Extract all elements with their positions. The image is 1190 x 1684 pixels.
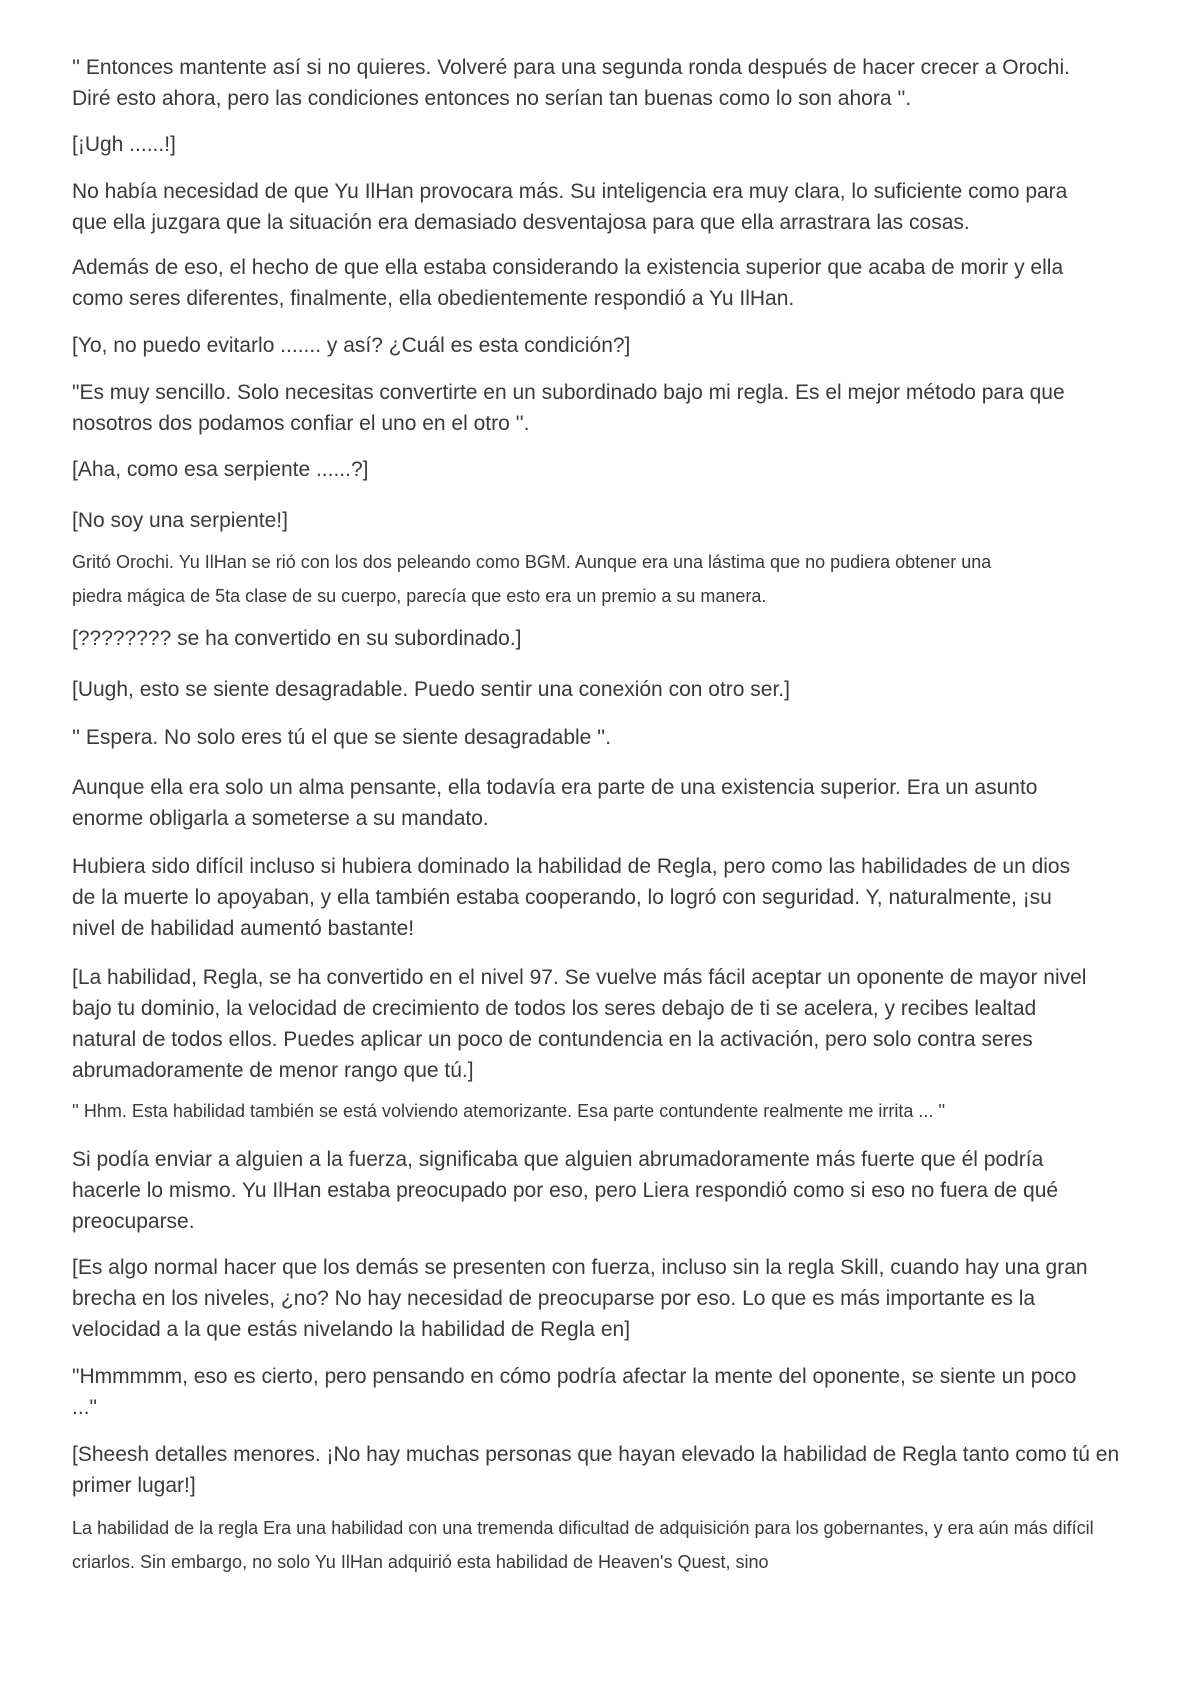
paragraph: [Yo, no puedo evitarlo ....... y así? ¿Cuál es esta condición?] bbox=[72, 334, 631, 357]
paragraph: [Uugh, esto se siente desagradable. Puedo sentir una conexión con otro ser.] bbox=[72, 678, 790, 701]
paragraph: '' Espera. No solo eres tú el que se siente desagradable ''. bbox=[72, 726, 612, 749]
paragraph: '' Entonces mantente así si no quieres. Volveré para una segunda ronda después de hacer crecer a Orochi. Diré esto ahora, pero las condiciones entonces no serían tan buenas como lo son ahora ''. bbox=[72, 56, 1070, 110]
paragraph: '' Hhm. Esta habilidad también se está volviendo atemorizante. Esa parte contundente realmente me irrita ... '' bbox=[72, 1101, 946, 1121]
paragraph: Aunque ella era solo un alma pensante, ella todavía era parte de una existencia superior. Era un asunto enorme obligarla a someterse a su mandato. bbox=[72, 776, 1038, 830]
paragraph: Si podía enviar a alguien a la fuerza, significaba que alguien abrumadoramente más fuerte que él podría hacerle lo mismo. Yu IlHan estaba preocupado por eso, pero Liera respondió como si eso no fuera de qué preocuparse. bbox=[72, 1148, 1059, 1233]
document-page bbox=[72, 52, 1122, 1579]
paragraph: La habilidad de la regla Era una habilidad con una tremenda dificultad de adquisición para los gobernantes, y era aún más difícil criarlos. Sin embargo, no solo Yu IlHan adquirió esta habilidad de Heaven's Quest, sino bbox=[72, 1518, 1094, 1572]
paragraph: [¡Ugh ......!] bbox=[72, 133, 176, 156]
paragraph: [Sheesh detalles menores. ¡No hay muchas personas que hayan elevado la habilidad de Regla tanto como tú en primer lugar!] bbox=[72, 1443, 1120, 1497]
paragraph: Además de eso, el hecho de que ella estaba considerando la existencia superior que acaba de morir y ella como seres diferentes, finalmente, ella obedientemente respondió a Yu IlHan. bbox=[72, 256, 1064, 310]
paragraph: No había necesidad de que Yu IlHan provocara más. Su inteligencia era muy clara, lo suficiente como para que ella juzgara que la situación era demasiado desventajosa para que ella arrastrara las cosas. bbox=[72, 180, 1068, 234]
paragraph: [No soy una serpiente!] bbox=[72, 509, 288, 532]
paragraph: [La habilidad, Regla, se ha convertido en el nivel 97. Se vuelve más fácil aceptar un oponente de mayor nivel bajo tu dominio, la velocidad de crecimiento de todos los seres debajo de ti se acelera, y recibes lealtad natural de todos ellos. Puedes aplicar un poco de contundencia en la activación, pero solo contra seres abrumadoramente de menor rango que tú.] bbox=[72, 966, 1087, 1082]
paragraph: "Es muy sencillo. Solo necesitas convertirte en un subordinado bajo mi regla. Es el mejor método para que nosotros dos podamos confiar el uno en el otro ''. bbox=[72, 381, 1065, 435]
paragraph: [Es algo normal hacer que los demás se presenten con fuerza, incluso sin la regla Skill, cuando hay una gran brecha en los niveles, ¿no? No hay necesidad de preocuparse por eso. Lo que es más importante es la velocidad a la que estás nivelando la habilidad de Regla en] bbox=[72, 1256, 1088, 1341]
paragraph: [???????? se ha convertido en su subordinado.] bbox=[72, 627, 522, 650]
paragraph: Hubiera sido difícil incluso si hubiera dominado la habilidad de Regla, pero como las habilidades de un dios de la muerte lo apoyaban, y ella también estaba cooperando, lo logró con seguridad. Y, naturalmente, ¡su nivel de habilidad aumentó bastante! bbox=[72, 855, 1071, 940]
paragraph: [Aha, como esa serpiente ......?] bbox=[72, 458, 369, 481]
paragraph: "Hmmmmm, eso es cierto, pero pensando en cómo podría afectar la mente del oponente, se siente un poco ..." bbox=[72, 1365, 1077, 1419]
paragraph: Gritó Orochi. Yu IlHan se rió con los dos peleando como BGM. Aunque era una lástima que no pudiera obtener una piedra mágica de 5ta clase de su cuerpo, parecía que esto era un premio a su manera. bbox=[72, 552, 992, 606]
